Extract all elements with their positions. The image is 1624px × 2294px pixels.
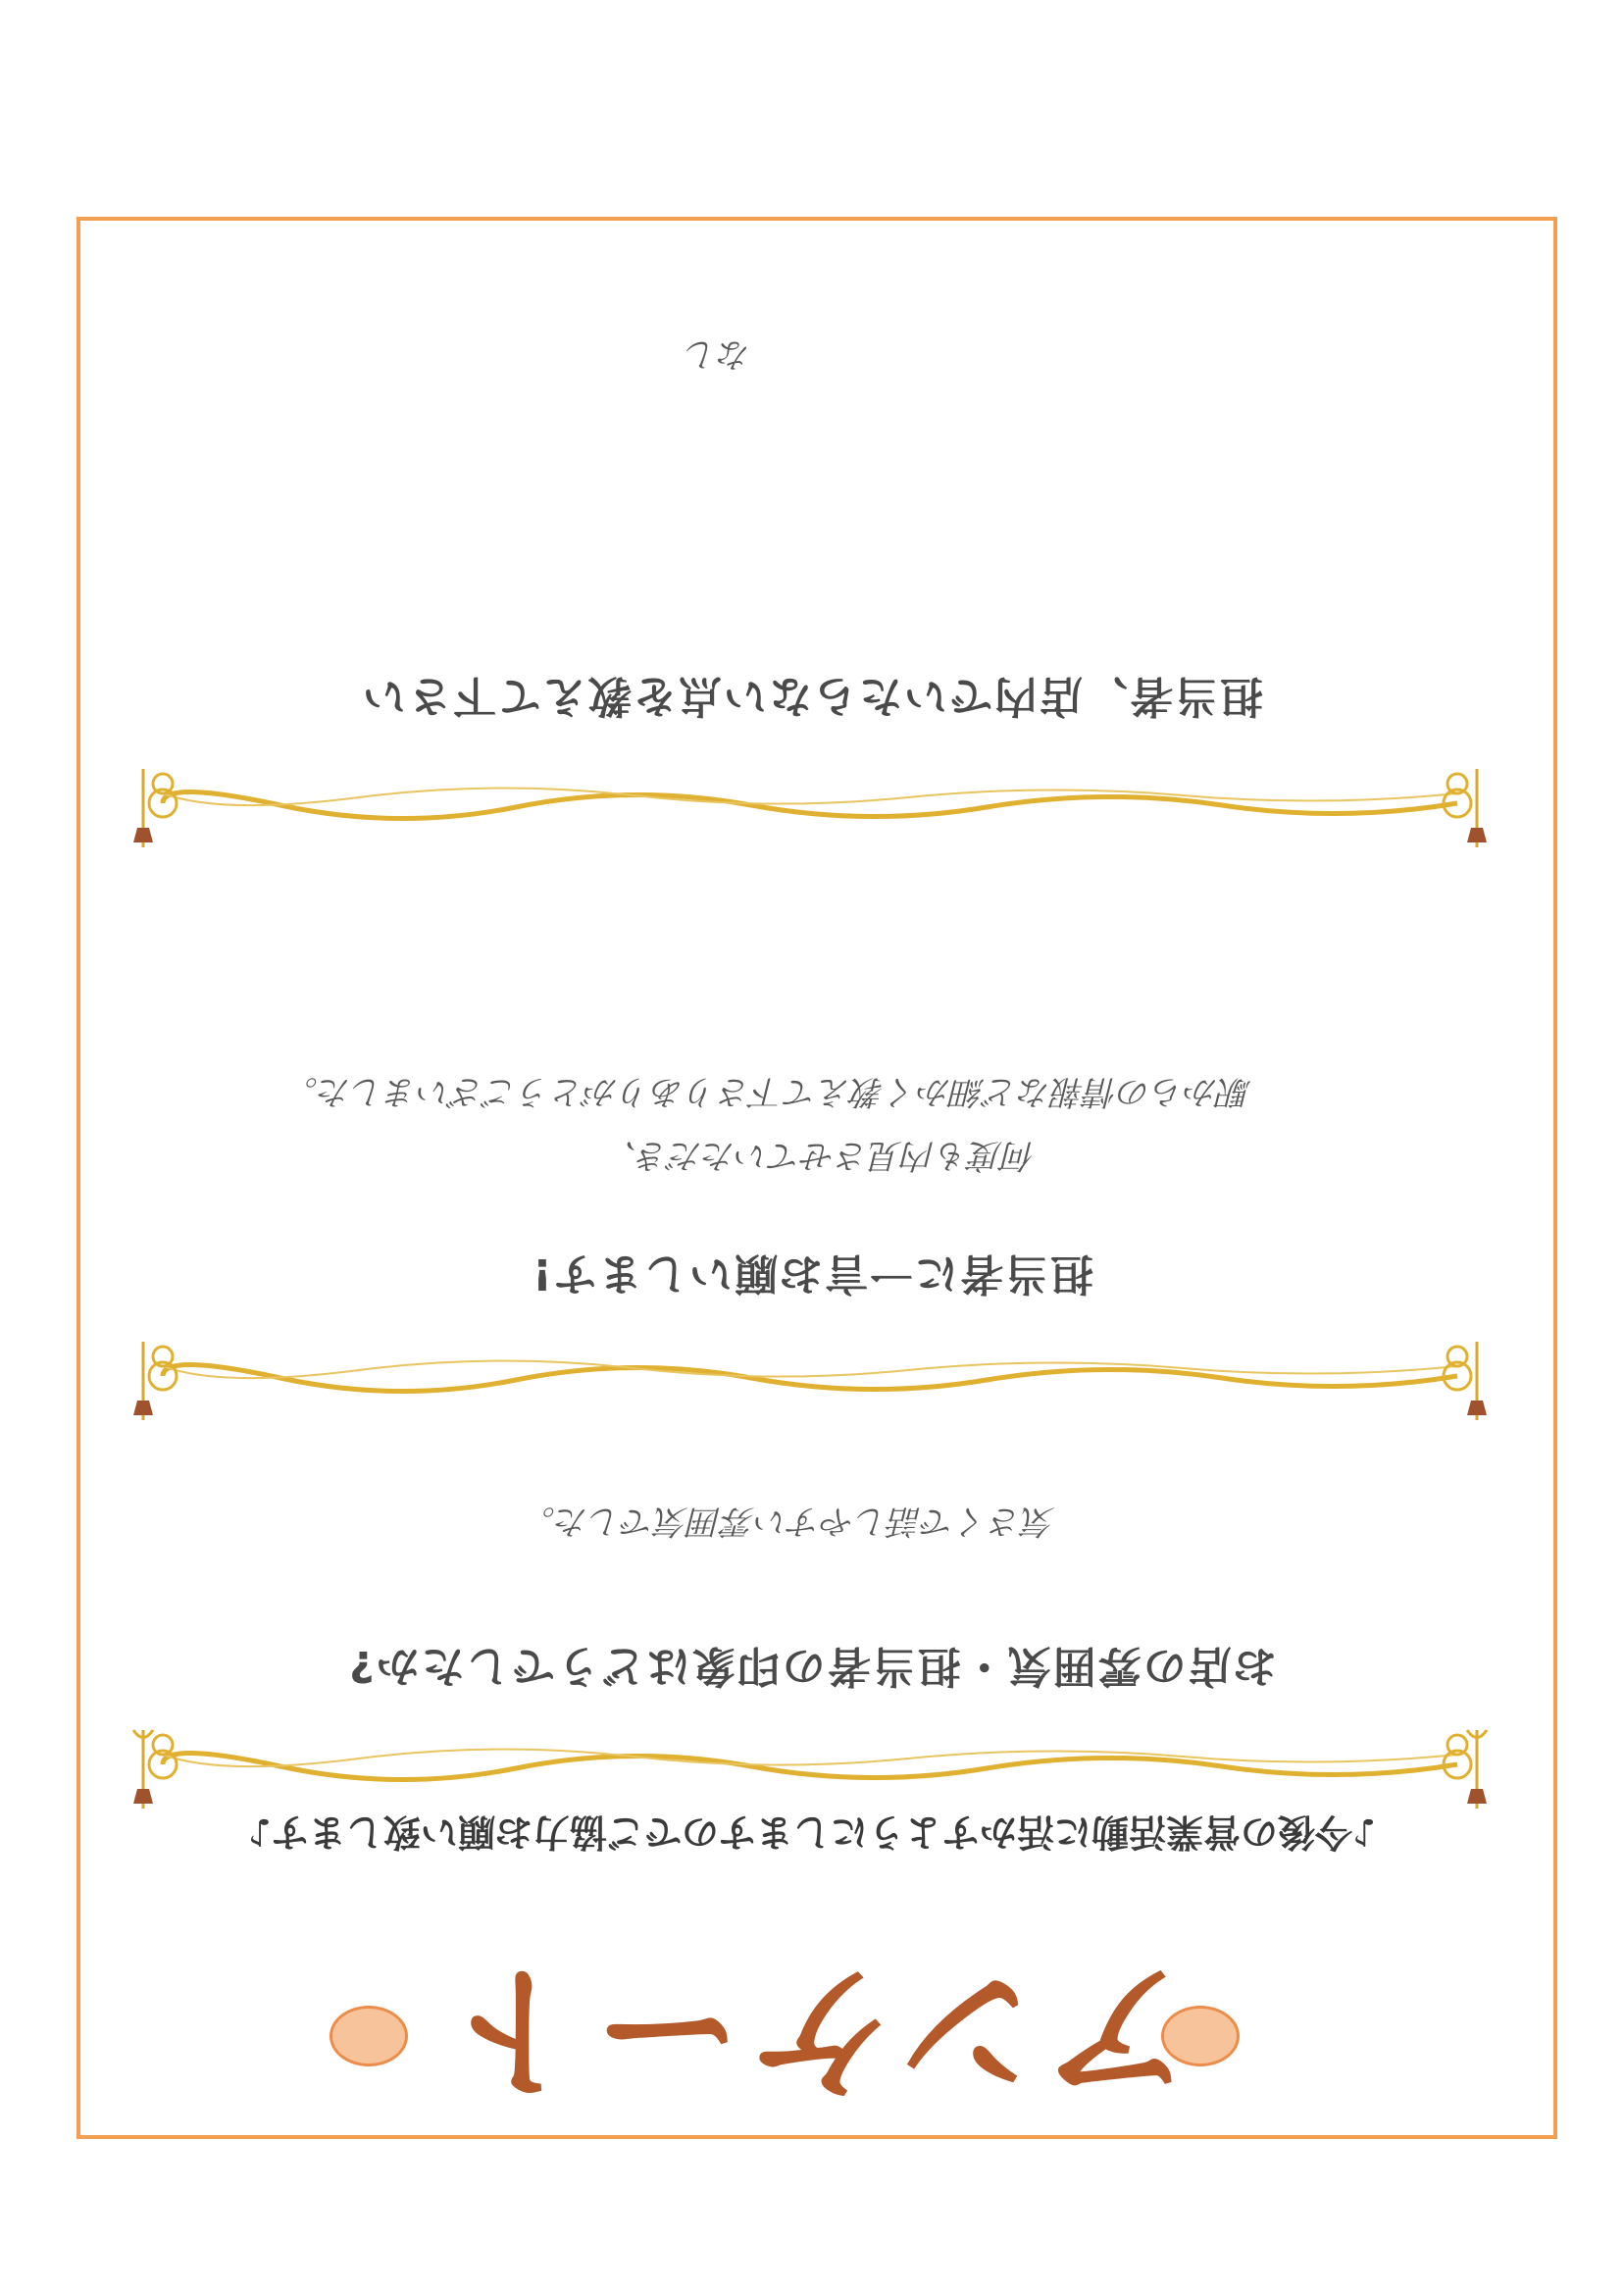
question-2: 担当者に一言お願いします! (530, 1249, 1094, 1299)
ribbon-divider (104, 1327, 1516, 1435)
tassel-left-icon (1444, 1342, 1487, 1420)
ribbon-divider (104, 754, 1516, 862)
tassel-left-icon (1444, 1730, 1487, 1809)
answer-3-line-1: なし (685, 334, 751, 374)
tassel-right-icon (133, 769, 177, 847)
tassel-right-icon (133, 1730, 177, 1809)
question-1: お店の雰囲気・担当者の印象はどうでしたか? (347, 1641, 1277, 1691)
tassel-left-icon (1444, 769, 1487, 847)
page-title: アンケート (433, 1944, 1191, 2115)
page-subtitle: ♪今後の営業活動に活かすようにしますのでご協力お願い致します♪ (247, 1810, 1377, 1854)
ribbon-divider (104, 1715, 1516, 1823)
answer-2-line-1: 何度も内見させていただき、 (603, 1136, 1036, 1175)
tassel-right-icon (133, 1342, 177, 1420)
answer-1-line-1: 気さくで話しやすい雰囲気でした。 (522, 1502, 1055, 1541)
answer-2-line-2: 駅からの情報など細かく教えて下さりありがとうございました。 (284, 1072, 1251, 1111)
question-3: 担当者、店内でいたらない点を教えて下さい (361, 671, 1263, 721)
